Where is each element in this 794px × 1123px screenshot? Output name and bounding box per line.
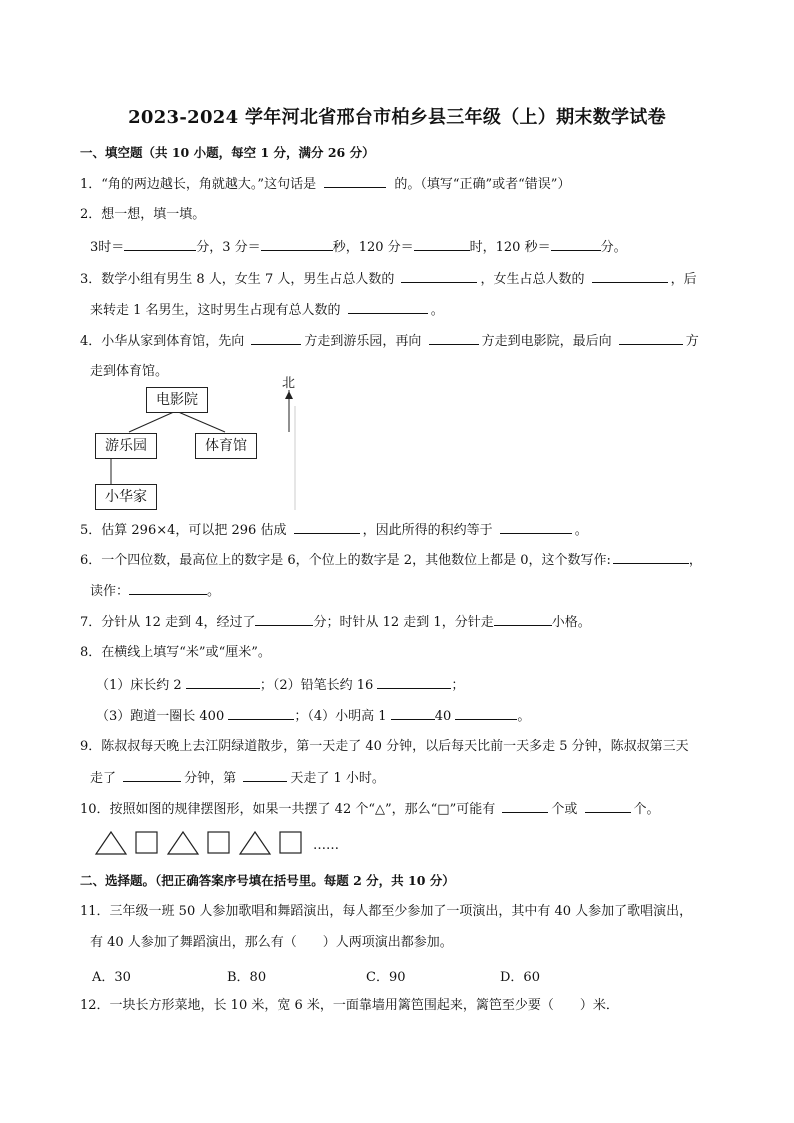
section2-header: 二、选择题。（把正确答案序号填在括号里。每题 2 分，共 10 分）	[80, 873, 455, 888]
square-shape	[278, 830, 304, 856]
question-5: 5．估算 296×4，可以把 296 估成 ，因此所得的积约等于 。	[80, 523, 588, 538]
answer-blank[interactable]	[129, 582, 207, 595]
question-6-cont: 读作： 。	[90, 584, 221, 599]
answer-blank[interactable]	[455, 707, 517, 720]
exam-title: 2023-2024 学年河北省邢台市柏乡县三年级（上）期末数学试卷	[128, 107, 666, 128]
triangle-shape	[94, 830, 128, 856]
question-8-line1: （1）床长约 2 ；（2）铅笔长约 16 ；	[96, 678, 465, 693]
question-9: 9．陈叔叔每天晚上去江阴绿道散步，第一天走了 40 分钟，以后每天比前一天多走 5 分钟，陈叔叔第三天	[80, 739, 689, 754]
answer-blank[interactable]	[124, 238, 196, 251]
question-7: 7．分针从 12 走到 4，经过了 分；时针从 12 走到 1，分针走 小格。	[80, 615, 591, 630]
option-c[interactable]: C．90	[366, 970, 406, 985]
answer-blank[interactable]	[377, 676, 451, 689]
question-10: 10．按照如图的规律摆图形，如果一共摆了 42 个“△”，那么“□”可能有 个或 个。	[80, 802, 660, 817]
question-12: 12．一块长方形菜地，长 10 米，宽 6 米，一面靠墙用篱笆围起来，篱笆至少要（ ）米．	[80, 998, 619, 1013]
north-label: 北	[282, 376, 296, 391]
option-d[interactable]: D．60	[500, 970, 540, 985]
map-node-park: 游乐园	[95, 433, 157, 459]
square-shape	[134, 830, 160, 856]
question-6: 6．一个四位数，最高位上的数字是 6，个位上的数字是 2，其他数位上都是 0，这个数写作: ，	[80, 553, 702, 568]
section1-header: 一、填空题（共 10 小题，每空 1 分，满分 26 分）	[80, 145, 375, 160]
question-8: 8．在横线上填写“米”或“厘米”。	[80, 645, 271, 660]
question-3-cont: 来转走 1 名男生，这时男生占现有总人数的 。	[90, 303, 444, 318]
map-node-cinema: 电影院	[146, 387, 208, 413]
answer-blank[interactable]	[391, 707, 435, 720]
question-9-cont: 走了 分钟，第 天走了 1 小时。	[90, 771, 385, 786]
answer-blank[interactable]	[619, 332, 683, 345]
answer-blank[interactable]	[243, 769, 287, 782]
option-b[interactable]: B．80	[227, 970, 267, 985]
question-4-cont: 走到体育馆。	[90, 364, 169, 379]
square-shape	[206, 830, 232, 856]
answer-blank[interactable]	[592, 270, 668, 283]
answer-blank[interactable]	[551, 238, 601, 251]
answer-blank[interactable]	[414, 238, 470, 251]
map-node-home: 小华家	[95, 484, 157, 510]
question-1: 1．“角的两边越长，角就越大。”这句话是 的。（填写“正确”或者“错误”）	[80, 177, 571, 192]
answer-blank[interactable]	[429, 332, 479, 345]
answer-blank[interactable]	[348, 301, 428, 314]
question-11: 11．三年级一班 50 人参加歌唱和舞蹈演出，每人都至少参加了一项演出，其中有 40 人参加了歌唱演出，	[80, 904, 693, 919]
question-2-fill: 3时＝ 分，3 分＝ 秒，120 分＝ 时，120 秒＝ 分。	[90, 240, 627, 255]
question-8-line2: （3）跑道一圈长 400 ；（4）小明高 1 40 。	[96, 709, 531, 724]
question-2: 2．想一想，填一填。	[80, 207, 206, 222]
answer-blank[interactable]	[255, 613, 313, 626]
option-a[interactable]: A．30	[92, 970, 131, 985]
answer-blank[interactable]	[324, 175, 386, 188]
answer-blank[interactable]	[500, 521, 572, 534]
route-map	[90, 376, 310, 512]
answer-blank[interactable]	[502, 800, 548, 813]
answer-blank[interactable]	[585, 800, 631, 813]
question-4: 4．小华从家到体育馆，先向 方走到游乐园，再向 方走到电影院，最后向 方	[80, 334, 699, 349]
question-11-cont: 有 40 人参加了舞蹈演出，那么有（ ）人两项演出都参加。	[90, 935, 453, 950]
answer-blank[interactable]	[261, 238, 333, 251]
answer-blank[interactable]	[228, 707, 294, 720]
answer-blank[interactable]	[613, 551, 689, 564]
shape-pattern	[94, 830, 354, 858]
question-3: 3．数学小组有男生 8 人，女生 7 人，男生占总人数的 ，女生占总人数的 ，后	[80, 272, 697, 287]
answer-blank[interactable]	[494, 613, 552, 626]
answer-blank[interactable]	[401, 270, 477, 283]
map-node-gym: 体育馆	[195, 433, 257, 459]
pattern-ellipsis: ……	[313, 838, 339, 853]
answer-blank[interactable]	[186, 676, 260, 689]
answer-blank[interactable]	[251, 332, 301, 345]
triangle-shape	[166, 830, 200, 856]
answer-blank[interactable]	[123, 769, 181, 782]
triangle-shape	[238, 830, 272, 856]
answer-blank[interactable]	[294, 521, 360, 534]
